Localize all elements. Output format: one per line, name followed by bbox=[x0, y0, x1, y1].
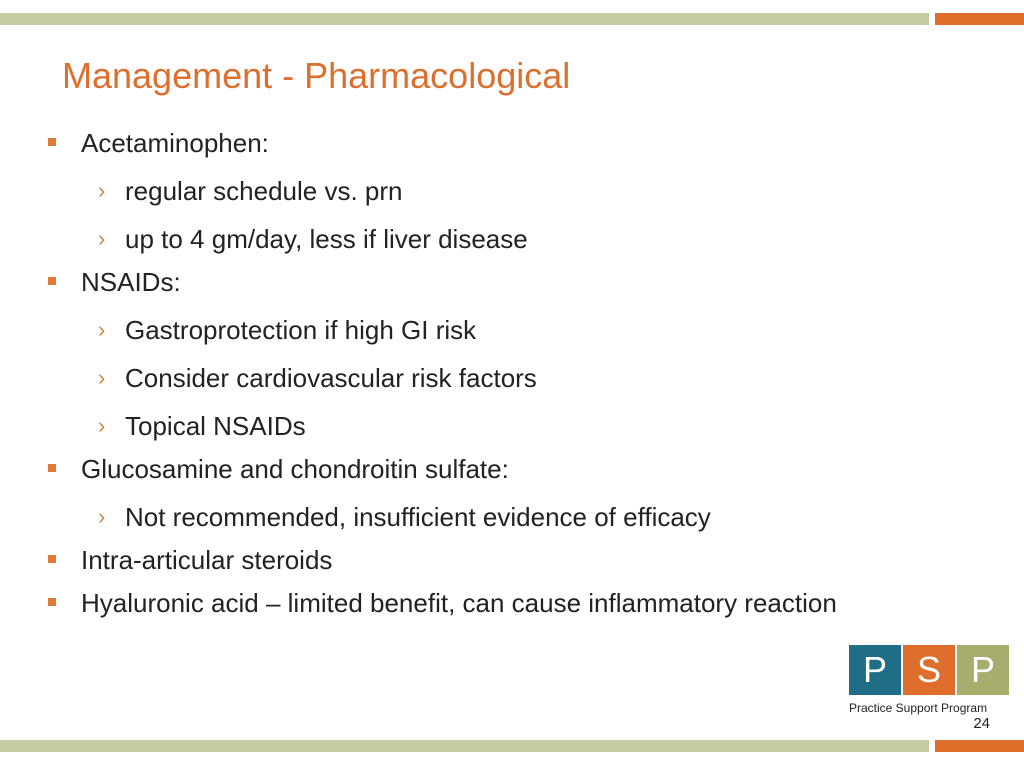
sub-bullet-item bbox=[48, 315, 1018, 345]
chevron-bullet-icon: › bbox=[98, 413, 106, 438]
square-bullet-icon bbox=[48, 555, 56, 563]
chevron-bullet-icon: › bbox=[98, 504, 106, 529]
logo-caption: Practice Support Program bbox=[849, 701, 988, 715]
square-bullet-icon bbox=[48, 138, 56, 146]
sub-bullet-text: Not recommended, insufficient evidence of efficacy bbox=[125, 502, 711, 532]
logo-letter-p: P bbox=[849, 645, 901, 695]
bullet-item bbox=[48, 454, 1018, 484]
chevron-bullet-icon: › bbox=[98, 226, 106, 251]
bullet-text: Acetaminophen: bbox=[81, 128, 269, 158]
logo-letter-boxes bbox=[849, 645, 1011, 695]
square-bullet-icon bbox=[48, 464, 56, 472]
bullet-list bbox=[48, 120, 1018, 618]
square-bullet-icon bbox=[48, 277, 56, 285]
bottom-decorative-bar-orange bbox=[935, 740, 1024, 752]
chevron-bullet-icon: › bbox=[98, 317, 106, 342]
bullet-item bbox=[48, 545, 1018, 575]
top-decorative-bar-orange bbox=[935, 13, 1024, 25]
psp-logo bbox=[849, 645, 1011, 715]
bullet-item bbox=[48, 128, 1018, 158]
bottom-decorative-bar-green bbox=[0, 740, 929, 752]
sub-bullet-text: regular schedule vs. prn bbox=[125, 176, 403, 206]
top-decorative-bar-green bbox=[0, 13, 929, 25]
chevron-bullet-icon: › bbox=[98, 365, 106, 390]
sub-bullet-item bbox=[48, 363, 1018, 393]
sub-bullet-text: Gastroprotection if high GI risk bbox=[125, 315, 477, 345]
sub-bullet-text: up to 4 gm/day, less if liver disease bbox=[125, 224, 528, 254]
sub-bullet-text: Consider cardiovascular risk factors bbox=[125, 363, 537, 393]
sub-bullet-item bbox=[48, 176, 1018, 206]
bullet-item bbox=[48, 267, 1018, 297]
sub-bullet-item bbox=[48, 224, 1018, 254]
chevron-bullet-icon: › bbox=[98, 178, 106, 203]
bullet-text: Intra-articular steroids bbox=[81, 545, 333, 575]
logo-letter-s: S bbox=[903, 645, 955, 695]
sub-bullet-item bbox=[48, 411, 1018, 441]
logo-letter-p2: P bbox=[957, 645, 1009, 695]
slide-title: Management - Pharmacological bbox=[62, 55, 571, 96]
bullet-text: Hyaluronic acid – limited benefit, can cause inflammatory reaction bbox=[81, 588, 837, 618]
square-bullet-icon bbox=[48, 598, 56, 606]
page-number: 24 bbox=[973, 715, 990, 732]
sub-bullet-item bbox=[48, 502, 1018, 532]
bullet-text: Glucosamine and chondroitin sulfate: bbox=[81, 454, 509, 484]
bullet-item bbox=[48, 588, 1018, 618]
bullet-text: NSAIDs: bbox=[81, 267, 181, 297]
sub-bullet-text: Topical NSAIDs bbox=[125, 411, 306, 441]
